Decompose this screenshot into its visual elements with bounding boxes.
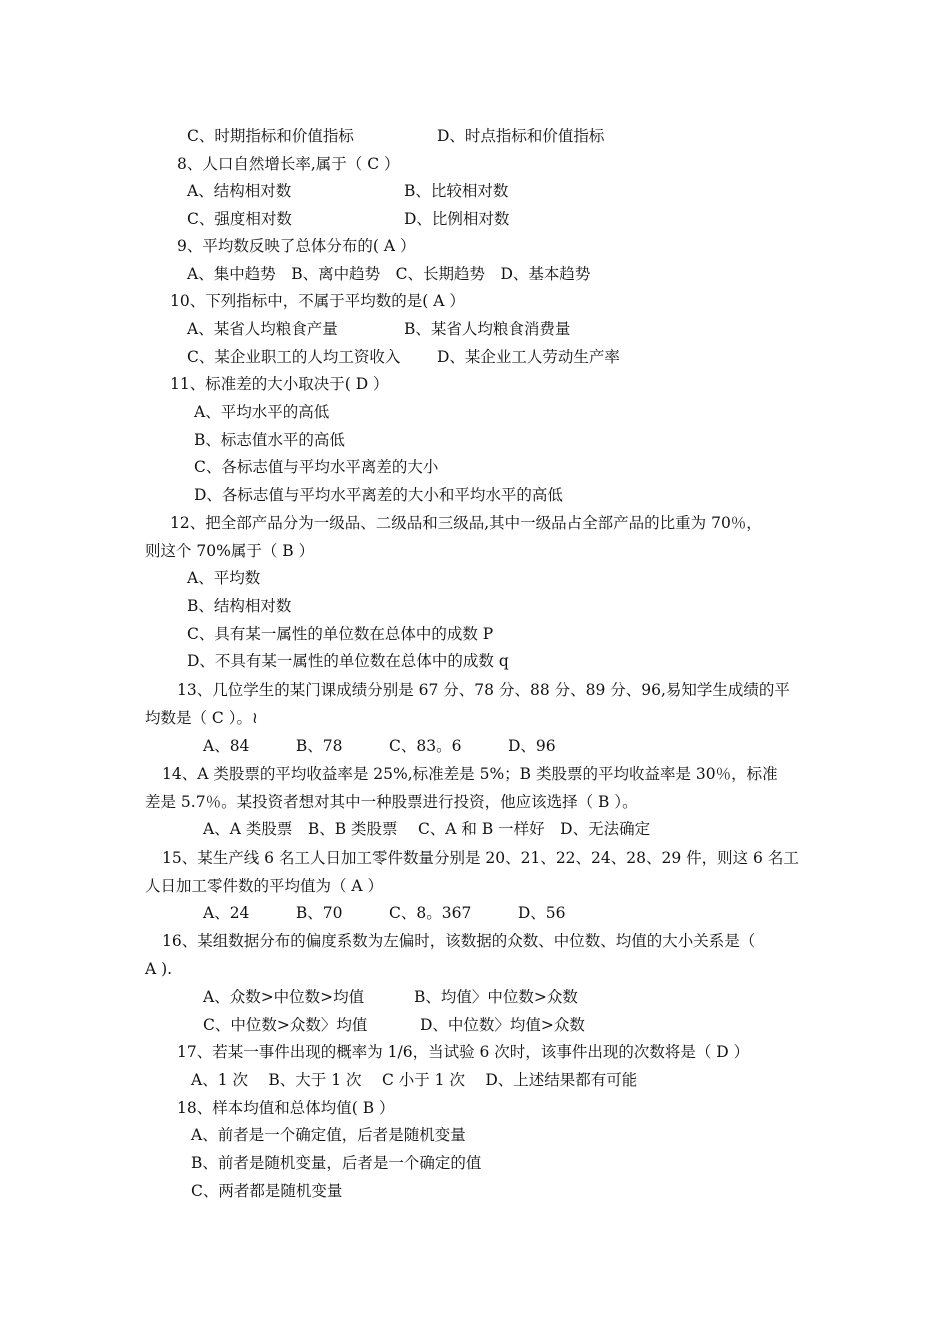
option-text: C、具有某一属性的单位数在总体中的成数 P (187, 625, 494, 643)
question-text: 均数是（ C ）。≀ (145, 709, 258, 727)
option-text: B、均值〉中位数>众数 (414, 988, 578, 1006)
option-text: B、结构相对数 (187, 597, 292, 615)
question-text: 差是 5.7％。某投资者想对其中一种股票进行投资，他应该选择（ B ）。 (145, 793, 638, 811)
question-text: 13、几位学生的某门课成绩分别是 67 分、78 分、88 分、89 分、96,易知学生成绩的平 (177, 681, 790, 699)
option-text: D、时点指标和价值指标 (437, 127, 605, 145)
question-text: A ). (145, 960, 173, 978)
question-text: 12、把全部产品分为一级品、二级品和三级品,其中一级品占全部产品的比重为 70％， (170, 514, 762, 532)
option-text: A、结构相对数 (187, 182, 292, 200)
option-text: B、前者是随机变量，后者是一个确定的值 (191, 1154, 482, 1172)
option-text: B、某省人均粮食消费量 (404, 320, 571, 338)
option-text: A、平均水平的高低 (194, 403, 330, 421)
option-text: D、中位数〉均值>众数 (420, 1016, 585, 1034)
option-text: A、集中趋势 B、离中趋势 C、长期趋势 D、基本趋势 (187, 265, 591, 283)
option-text: C、中位数>众数〉均值 (203, 1016, 368, 1034)
option-text: A、24 B、70 C、8。367 D、56 (203, 904, 566, 922)
option-text: C、两者都是随机变量 (191, 1182, 343, 1200)
option-text: B、标志值水平的高低 (194, 431, 345, 449)
option-text: C、强度相对数 (187, 210, 292, 228)
question-text: 18、样本均值和总体均值( B ） (177, 1099, 395, 1117)
option-text: D、不具有某一属性的单位数在总体中的成数 q (187, 652, 509, 670)
question-text: 14、A 类股票的平均收益率是 25%,标准差是 5%；B 类股票的平均收益率是 30％，标准 (162, 765, 778, 783)
question-text: 10、下列指标中，不属于平均数的是( A ） (170, 292, 465, 310)
question-text: 17、若某一事件出现的概率为 1/6，当试验 6 次时，该事件出现的次数将是（ D ） (177, 1043, 750, 1061)
option-text: A、前者是一个确定值，后者是随机变量 (191, 1126, 466, 1144)
option-text: A、1 次 B、大于 1 次 C 小于 1 次 D、上述结果都有可能 (191, 1071, 638, 1089)
question-text: 15、某生产线 6 名工人日加工零件数量分别是 20、21、22、24、28、29 件，则这 6 名工 (162, 849, 799, 867)
question-text: 11、标准差的大小取决于( D ） (170, 375, 389, 393)
option-text: A、众数>中位数>均值 (203, 988, 365, 1006)
question-text: 人日加工零件数的平均值为（ A ） (145, 877, 384, 895)
question-text: 16、某组数据分布的偏度系数为左偏时，该数据的众数、中位数、均值的大小关系是（ (162, 932, 756, 950)
option-text: D、比例相对数 (404, 210, 510, 228)
option-text: A、A 类股票 B、B 类股票 C、A 和 B 一样好 D、无法确定 (203, 820, 651, 838)
option-text: A、84 B、78 C、83。6 D、96 (203, 737, 556, 755)
option-text: C、时期指标和价值指标 (187, 127, 354, 145)
option-text: A、平均数 (187, 569, 261, 587)
option-text: D、某企业工人劳动生产率 (437, 348, 620, 366)
option-text: B、比较相对数 (404, 182, 509, 200)
question-text: 则这个 70%属于（ B ） (145, 542, 315, 560)
question-text: 8、人口自然增长率,属于（ C ） (177, 155, 400, 173)
question-text: 9、平均数反映了总体分布的( A ） (177, 237, 416, 255)
option-text: C、某企业职工的人均工资收入 (187, 348, 401, 366)
option-text: A、某省人均粮食产量 (187, 320, 338, 338)
option-text: C、各标志值与平均水平离差的大小 (194, 458, 439, 476)
option-text: D、各标志值与平均水平离差的大小和平均水平的高低 (194, 486, 563, 504)
